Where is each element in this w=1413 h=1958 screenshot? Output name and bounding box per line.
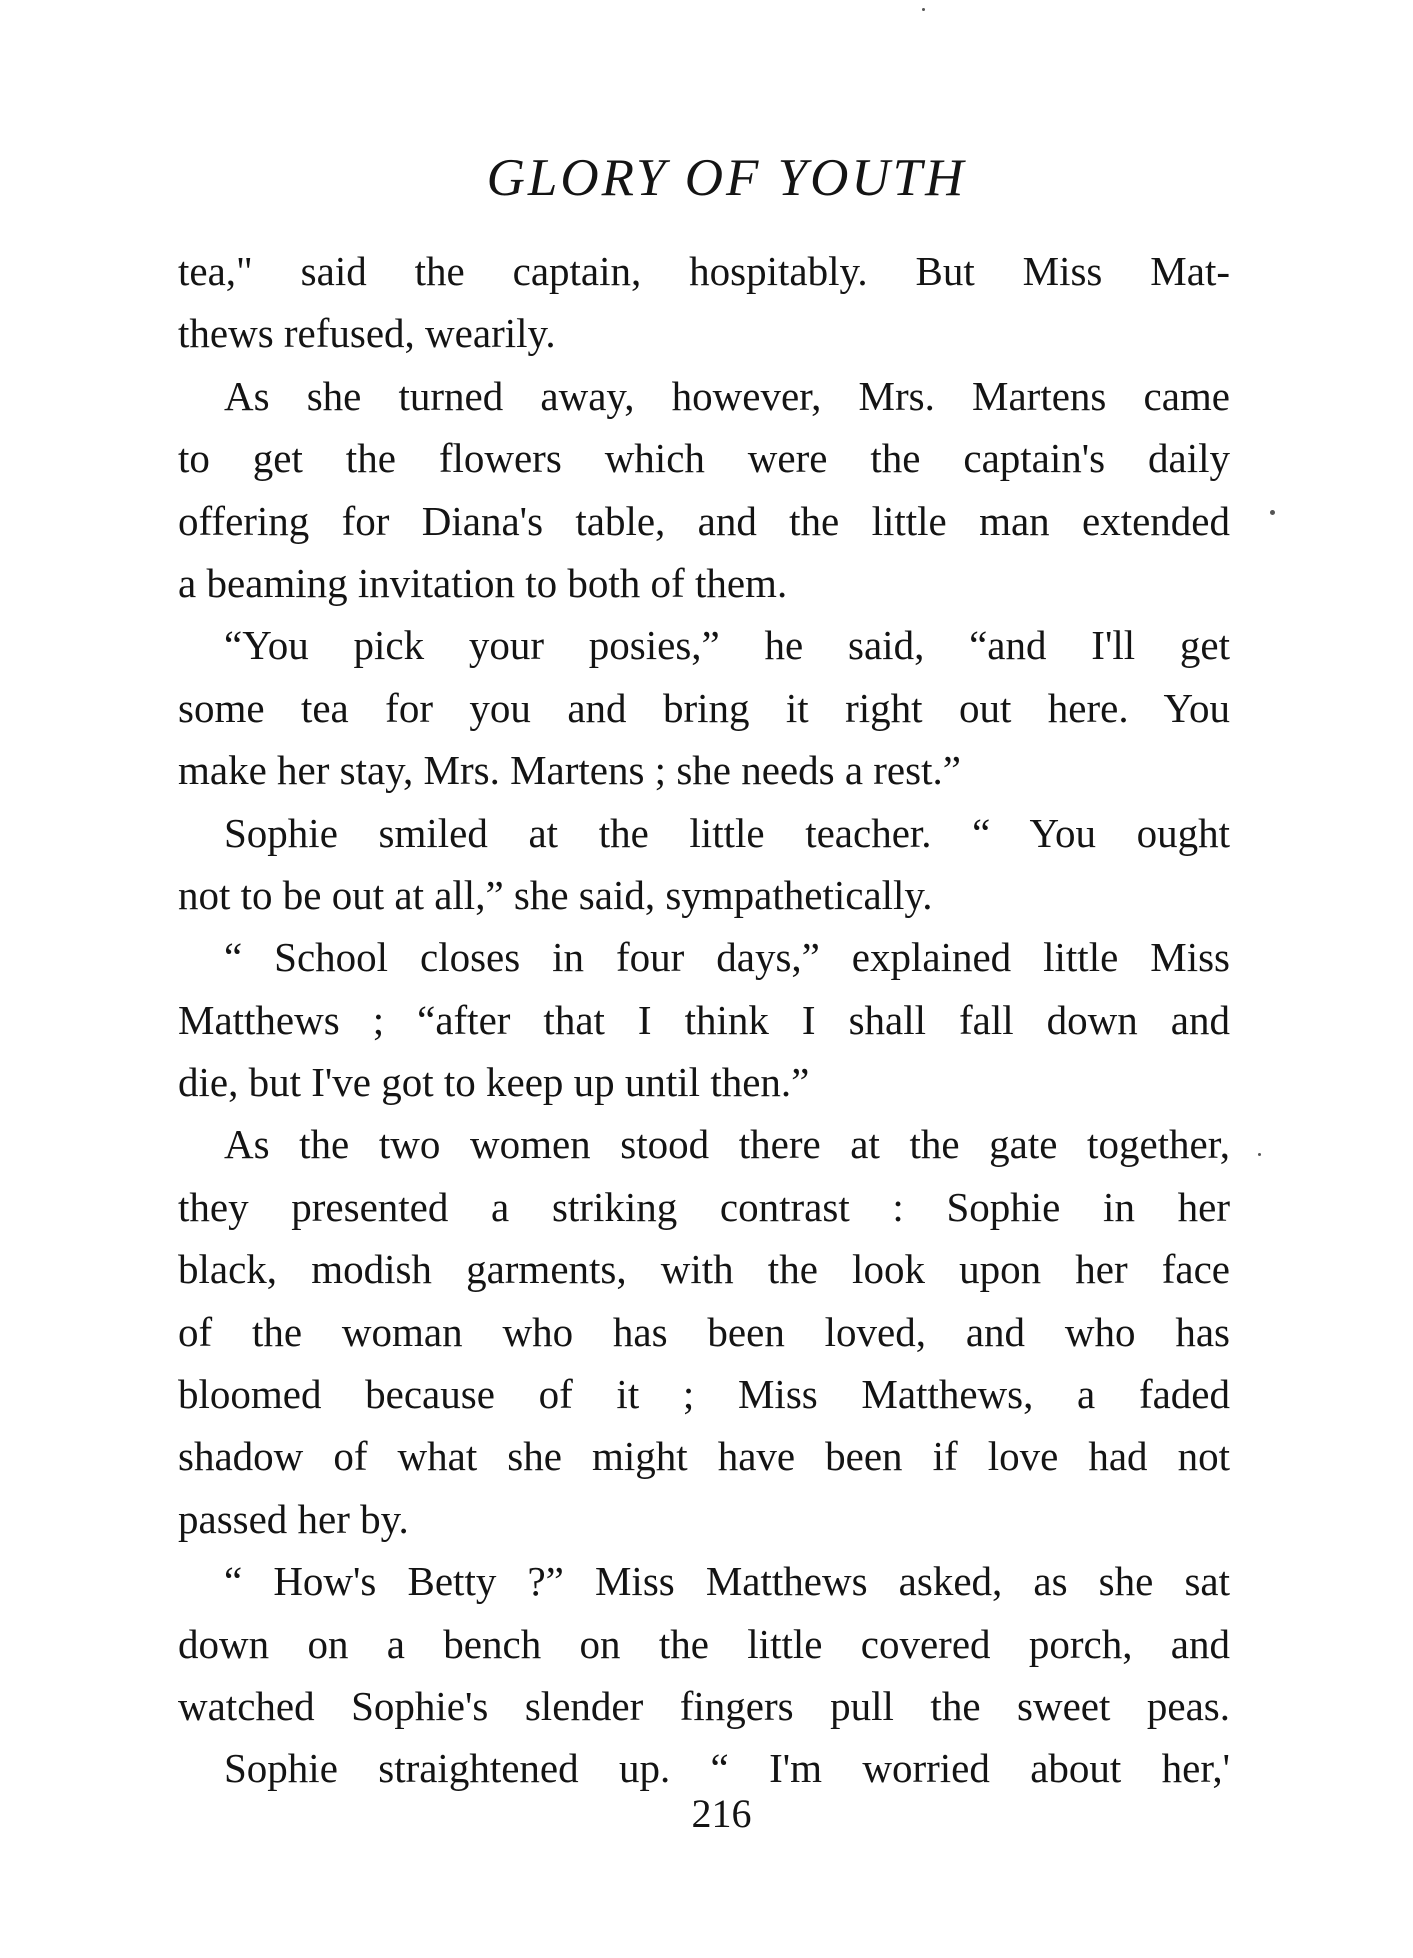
text-line: As she turned away, however, Mrs. Martens came bbox=[224, 372, 1230, 419]
text-line: down on a bench on the little covered porch, and bbox=[178, 1620, 1230, 1667]
text-line: make her stay, Mrs. Martens ; she needs a rest.” bbox=[178, 747, 961, 794]
text-line: some tea for you and bring it right out here. You bbox=[178, 684, 1230, 731]
text-line: bloomed because of it ; Miss Matthews, a faded bbox=[178, 1371, 1230, 1418]
text-line: they presented a striking contrast : Sophie in her bbox=[178, 1183, 1230, 1230]
scan-speck bbox=[1270, 510, 1275, 515]
text-line: a beaming invitation to both of them. bbox=[178, 559, 788, 606]
text-line: Matthews ; “after that I think I shall fall down and bbox=[178, 996, 1230, 1043]
text-line: to get the flowers which were the captain's daily bbox=[178, 435, 1230, 482]
text-line: As the two women stood there at the gate together, bbox=[224, 1121, 1230, 1168]
text-line: Sophie smiled at the little teacher. “ You ought bbox=[224, 809, 1230, 856]
text-line: shadow of what she might have been if love had not bbox=[178, 1433, 1230, 1480]
text-line: passed her by. bbox=[178, 1495, 409, 1542]
text-line: black, modish garments, with the look upon her face bbox=[178, 1246, 1230, 1293]
text-line: watched Sophie's slender fingers pull the sweet peas. bbox=[178, 1682, 1230, 1729]
text-line: “ How's Betty ?” Miss Matthews asked, as she sat bbox=[224, 1558, 1230, 1605]
text-line: not to be out at all,” she said, sympathetically. bbox=[178, 871, 933, 918]
page-number: 216 bbox=[691, 1791, 752, 1836]
text-line: offering for Diana's table, and the little man extended bbox=[178, 497, 1230, 544]
scan-speck bbox=[1258, 1153, 1261, 1156]
text-line: die, but I've got to keep up until then.” bbox=[178, 1059, 810, 1106]
body-text bbox=[178, 240, 1230, 1800]
text-line: of the woman who has been loved, and who has bbox=[178, 1308, 1230, 1355]
scan-speck bbox=[922, 8, 925, 11]
text-line: thews refused, wearily. bbox=[178, 310, 556, 357]
text-line: Sophie straightened up. “ I'm worried about her,' bbox=[224, 1745, 1230, 1792]
text-line: “ School closes in four days,” explained little Miss bbox=[224, 934, 1230, 981]
text-line: tea," said the captain, hospitably. But Miss Mat- bbox=[178, 248, 1230, 294]
text-line: “You pick your posies,” he said, “and I'll get bbox=[224, 622, 1230, 669]
running-head: GLORY OF YOUTH bbox=[486, 149, 967, 207]
